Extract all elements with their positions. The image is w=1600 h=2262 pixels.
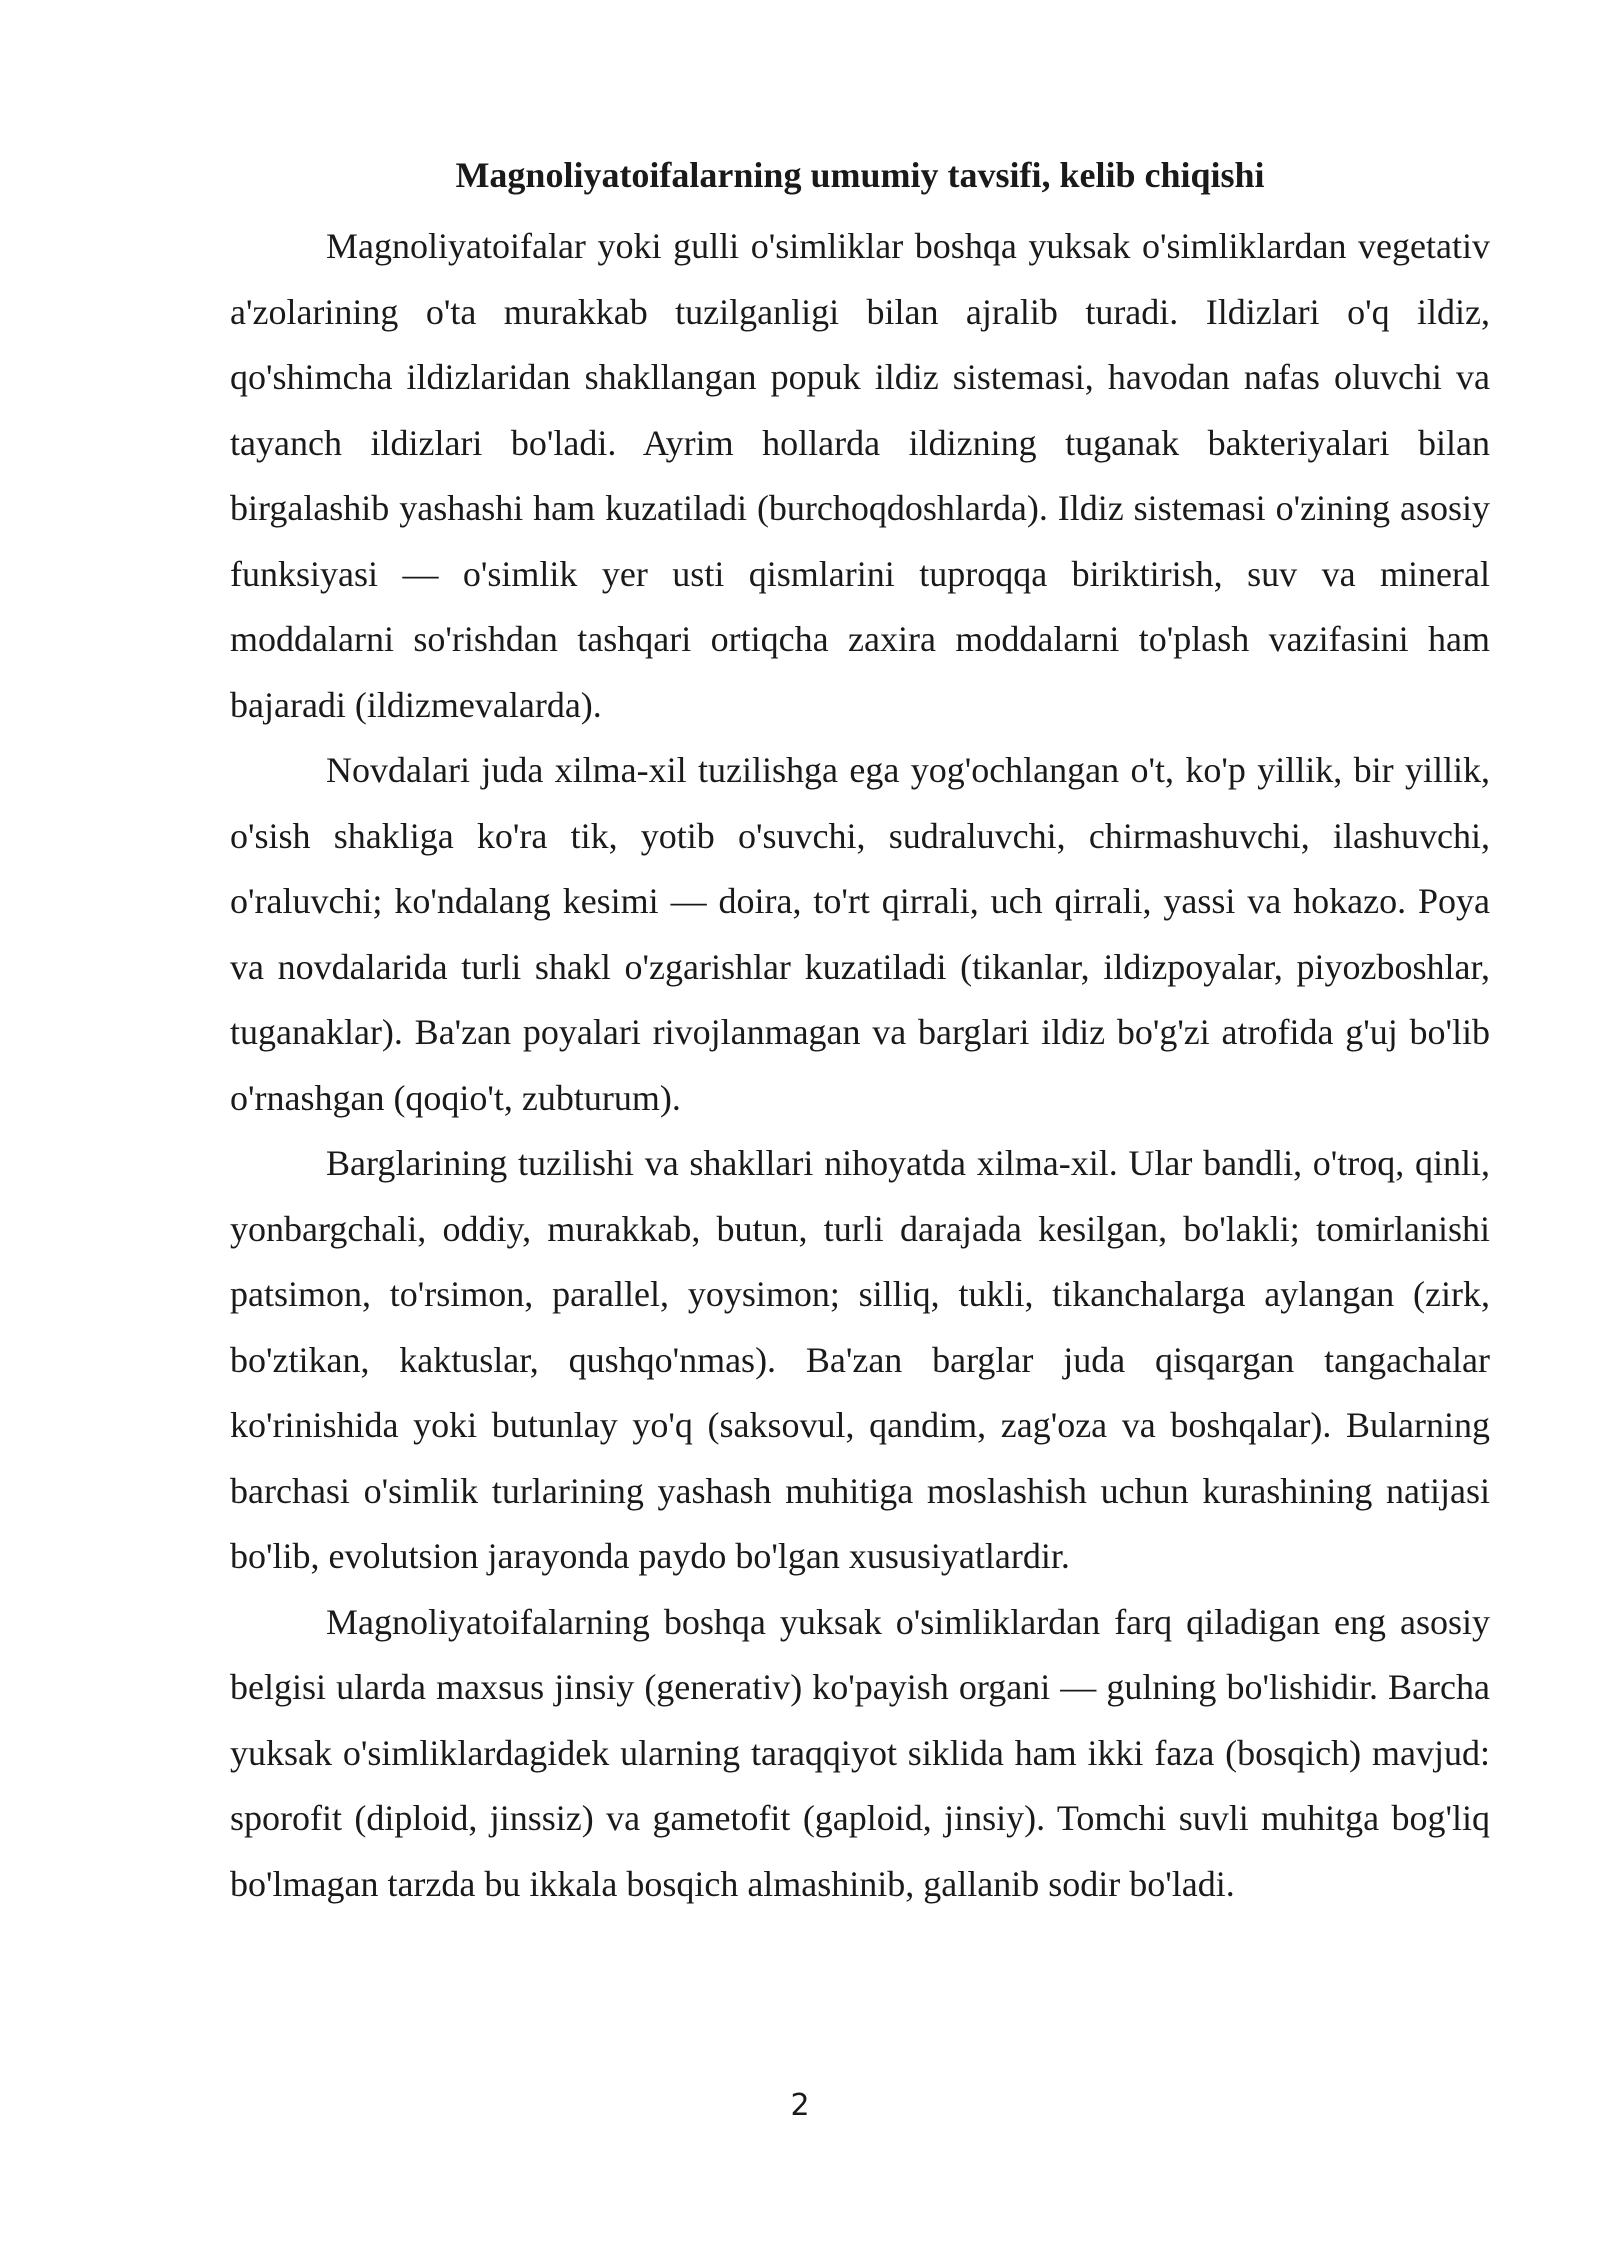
paragraph-leaves: Barglarining tuzilishi va shakllari nihoyatda xilma-xil. Ular bandli, o'troq, qinli, yonbargchali, oddiy, murakkab, butun, turli darajada kesilgan, bo'lakli; tomirlanishi patsimon, to'rsimon, parallel, yoysimon; silliq, tukli, tikanchalarga aylangan (zirk, bo'ztikan, kaktuslar, qushqo'nmas). Ba'zan barglar juda qisqargan tangachalar ko'rinishida yoki butunlay yo'q (saksovul, qandim, zag'oza va boshqalar). Bularning barchasi o'simlik turlarining yashash muhitiga moslashish uchun kurashining natijasi bo'lib, evolutsion jarayonda paydo bo'lgan xususiyatlardir. (230, 1143, 1490, 1576)
paragraph-shoots: Novdalari juda xilma-xil tuzilishga ega yog'ochlangan o't, ko'p yillik, bir yillik, o'sish shakliga ko'ra tik, yotib o'suvchi, sudraluvchi, chirmashuvchi, ilashuvchi, o'raluvchi; ko'ndalang kesimi — doira, to'rt qirrali, uch qirrali, yassi va hokazo. Poya va novdalarida turli shakl o'zgarishlar kuzatiladi (tikanlar, ildizpoyalar, piyozboshlar, tuganaklar). Ba'zan poyalari rivojlanmagan va barglari ildiz bo'g'zi atrofida g'uj bo'lib o'rnashgan (qoqio't, zubturum). (230, 750, 1490, 1118)
page-title: Magnoliyatoifalarning umumiy tavsifi, kelib chiqishi (455, 155, 1265, 195)
page-number: 2 (790, 2088, 810, 2123)
page-content (230, 150, 1490, 1917)
paragraph-roots: Magnoliyatoifalar yoki gulli o'simliklar boshqa yuksak o'simliklardan vegetativ a'zolarining o'ta murakkab tuzilganligi bilan ajralib turadi. Ildizlari o'q ildiz, qo'shimcha ildizlaridan shakllangan popuk ildiz sistemasi, havodan nafas oluvchi va tayanch ildizlari bo'ladi. Ayrim hollarda ildizning tuganak bakteriyalari bilan birgalashib yashashi ham kuzatiladi (burchoqdoshlarda). Ildiz sistemasi o'zining asosiy funksiyasi — o'simlik yer usti qismlarini tuproqqa biriktirish, suv va mineral moddalarni so'rishdan tashqari ortiqcha zaxira moddalarni to'plash vazifasini ham bajaradi (ildizmevalarda). (230, 226, 1490, 725)
paragraph-flower: Magnoliyatoifalarning boshqa yuksak o'simliklardan farq qiladigan eng asosiy belgisi ularda maxsus jinsiy (generativ) ko'payish organi — gulning bo'lishidir. Barcha yuksak o'simliklardagidek ularning taraqqiyot siklida ham ikki faza (bosqich) mavjud: sporofit (diploid, jinssiz) va gametofit (gaploid, jinsiy). Tomchi suvli muhitga bog'liq bo'lmagan tarzda bu ikkala bosqich almashinib, gallanib sodir bo'ladi. (230, 1601, 1490, 1904)
